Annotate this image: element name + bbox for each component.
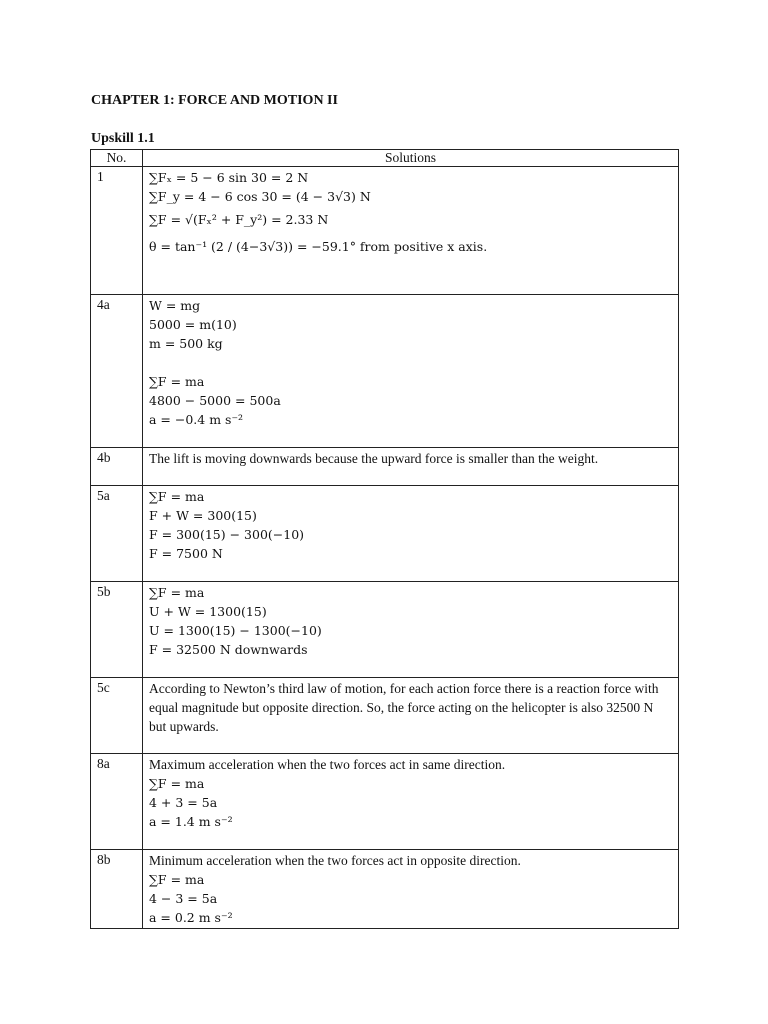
solution-text: The lift is moving downwards because the upward force is smaller than the weight. [149, 451, 599, 466]
solution-text: Maximum acceleration when the two forces act in same direction. [149, 757, 506, 772]
solution-equation: F = 300(15) − 300(−10) [149, 527, 305, 542]
row-solution [143, 167, 679, 295]
header-solutions: Solutions [143, 150, 679, 167]
table-row [91, 754, 679, 850]
row-number: 5c [91, 678, 143, 754]
solution-equation: ∑Fₓ = 5 − 6 sin 30 = 2 N [149, 170, 309, 185]
solution-equation: F = 7500 N [149, 546, 223, 561]
solution-equation: θ = tan⁻¹ (2 / (4−3√3)) = −59.1° from positive x axis. [149, 239, 488, 254]
table-header-row [91, 150, 679, 167]
table-row [91, 850, 679, 929]
row-solution [143, 448, 679, 486]
table-row [91, 486, 679, 582]
solution-equation: 4 − 3 = 5a [149, 891, 218, 906]
solution-equation: 4 + 3 = 5a [149, 795, 218, 810]
table-row [91, 167, 679, 295]
solution-equation: ∑F = ma [149, 374, 205, 389]
solution-equation: U = 1300(15) − 1300(−10) [149, 623, 322, 638]
solution-text: Minimum acceleration when the two forces act in opposite direction. [149, 853, 521, 868]
row-solution [143, 486, 679, 582]
solution-equation: ∑F = ma [149, 585, 205, 600]
row-number: 5b [91, 582, 143, 678]
solution-equation: a = −0.4 m s⁻² [149, 412, 244, 427]
row-solution [143, 678, 679, 754]
row-solution [143, 295, 679, 448]
solution-equation: U + W = 1300(15) [149, 604, 267, 619]
table-row [91, 678, 679, 754]
row-number: 8a [91, 754, 143, 850]
row-number: 4a [91, 295, 143, 448]
table-row [91, 448, 679, 486]
row-number: 4b [91, 448, 143, 486]
section-title: Upskill 1.1 [91, 131, 155, 146]
solution-equation: ∑F = ma [149, 872, 205, 887]
chapter-title: CHAPTER 1: FORCE AND MOTION II [91, 93, 338, 108]
header-no: No. [91, 150, 143, 167]
table-row [91, 295, 679, 448]
solution-equation: 5000 = m(10) [149, 317, 237, 332]
solution-equation [149, 353, 672, 372]
solution-equation: a = 1.4 m s⁻² [149, 814, 233, 829]
solution-equation: 4800 − 5000 = 500a [149, 393, 281, 408]
solution-equation: F = 32500 N downwards [149, 642, 308, 657]
solution-equation: a = 0.2 m s⁻² [149, 910, 233, 925]
row-number: 8b [91, 850, 143, 929]
row-number: 1 [91, 167, 143, 295]
solution-equation: ∑F = ma [149, 776, 205, 791]
table-row [91, 582, 679, 678]
solution-equation: ∑F = ma [149, 489, 205, 504]
solution-text: According to Newton’s third law of motion, for each action force there is a reaction force with equal magnitude but opposite direction. So, the force acting on the helicopter is also 32500 N but upwards. [149, 681, 659, 734]
row-number: 5a [91, 486, 143, 582]
solutions-table [90, 149, 679, 929]
row-solution [143, 850, 679, 929]
solution-equation: ∑F_y = 4 − 6 cos 30 = (4 − 3√3) N [149, 189, 371, 204]
row-solution [143, 754, 679, 850]
solution-equation: F + W = 300(15) [149, 508, 257, 523]
solution-equation: m = 500 kg [149, 336, 223, 351]
row-solution [143, 582, 679, 678]
solution-equation: ∑F = √(Fₓ² + F_y²) = 2.33 N [149, 212, 329, 227]
solution-equation: W = mg [149, 298, 201, 313]
table-body [91, 167, 679, 929]
